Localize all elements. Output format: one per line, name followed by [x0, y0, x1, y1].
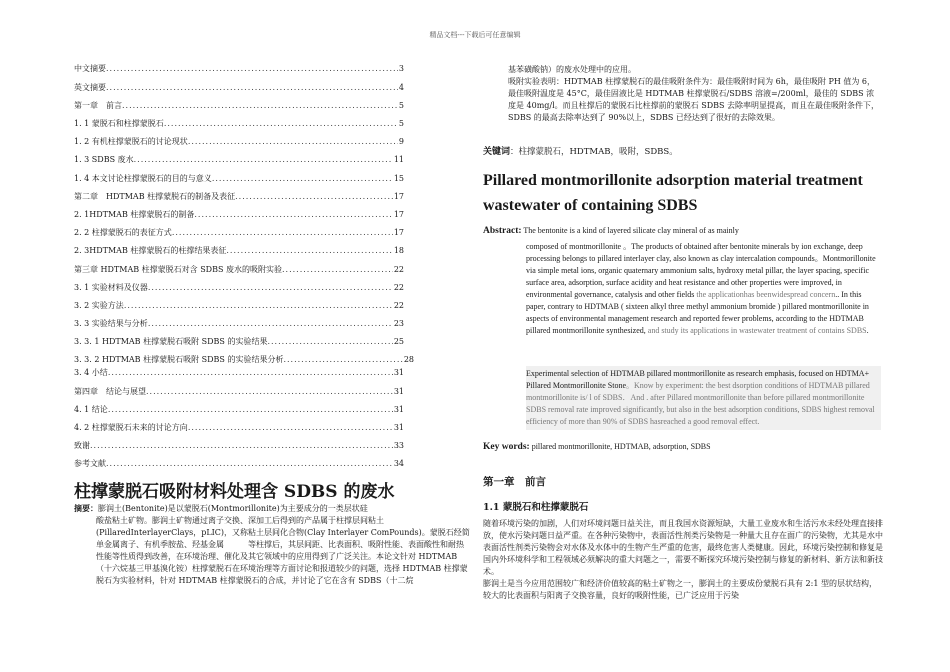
section-paragraph: 膨润土是当今应用范围较广和经济价值较高的粘土矿物之一，膨润土的主要成份蒙脱石具有 2:1 型的层状结构，较大的比表面积与阳离子交换容量，良好的吸附性能，已广泛应用于污染: [483, 579, 877, 600]
toc-entry-page: 22: [393, 283, 404, 292]
toc-leader: [90, 441, 393, 451]
toc-leader: [124, 301, 393, 311]
toc-entry[interactable]: [74, 192, 404, 202]
toc-leader: [108, 405, 393, 415]
toc-entry-page: 31: [393, 368, 404, 377]
toc-entry[interactable]: [74, 64, 404, 74]
toc-entry-page: 15: [393, 174, 404, 183]
toc-entry[interactable]: [74, 119, 404, 129]
toc-entry[interactable]: [74, 210, 404, 220]
toc-entry-page: 11: [393, 155, 404, 164]
toc-entry-title: 参考文献: [74, 459, 106, 468]
toc-entry-title: 3. 3. 2 HDTMAB 柱撑蒙脱石吸附 SDBS 的实验结果分析: [74, 355, 284, 364]
toc-leader: [282, 265, 393, 275]
chinese-keywords-label: 关键词: [483, 147, 511, 157]
toc-entry-page: 3: [398, 64, 404, 73]
toc-entry-page: 17: [393, 210, 404, 219]
toc-entry-page: 33: [393, 441, 404, 450]
toc-entry-title: 3. 2 实验方法: [74, 301, 124, 310]
english-abstract-gray-text: the applicationhas beenwidespread concern: [696, 290, 836, 299]
toc-entry-page: 28: [403, 355, 414, 364]
toc-entry[interactable]: [74, 319, 404, 329]
toc-entry[interactable]: [74, 387, 404, 397]
toc-entry[interactable]: [74, 405, 404, 415]
toc-leader: [106, 459, 393, 469]
chinese-title: 柱撑蒙脱石吸附材料处理含 SDBS 的废水: [74, 482, 395, 502]
toc-entry[interactable]: [74, 174, 404, 184]
toc-entry-page: 17: [393, 228, 404, 237]
toc-leader: [106, 83, 398, 93]
toc-entry-page: 17: [393, 192, 404, 201]
chinese-abstract-lead: 膨润土(Bentonite)是以蒙脱石(Montmorillonite)为主要成分的一类层状硅: [98, 504, 368, 513]
toc-entry[interactable]: [74, 228, 404, 238]
chinese-abstract-first-line: [74, 502, 470, 515]
chapter-1-heading: 第一章 前言: [483, 476, 546, 488]
toc-entry[interactable]: [74, 301, 404, 311]
toc-entry-title: 2. 3HDTMAB 柱撑蒙脱石的柱撑结果表征: [74, 246, 227, 255]
english-abstract-first-line: [483, 226, 739, 236]
toc-entry-page: 9: [398, 137, 404, 146]
toc-entry-page: 23: [393, 319, 404, 328]
toc-entry-page: 22: [393, 301, 404, 310]
header-note: 精品文档---下载后可任意编辑: [429, 31, 521, 39]
toc-entry-title: 第一章 前言: [74, 101, 122, 110]
english-abstract-highlight-box: [526, 366, 881, 430]
english-keywords-label: Key words:: [483, 442, 530, 452]
english-abstract-text: .: [866, 326, 869, 335]
toc-entry-page: 31: [393, 423, 404, 432]
toc-entry[interactable]: [74, 83, 404, 93]
toc-leader: [194, 210, 392, 220]
toc-entry-page: 4: [398, 83, 404, 92]
toc-entry[interactable]: [74, 137, 404, 147]
toc-entry-page: 5: [398, 101, 404, 110]
english-abstract-gray-text: and study its applications in wastewater treatment of contains SDBS: [647, 326, 867, 335]
english-title: Pillared montmorillonite adsorption material treatment wastewater of containing SDBS: [483, 172, 863, 214]
english-abstract-body: [526, 241, 881, 337]
toc-entry-page: 34: [393, 459, 404, 468]
toc-leader: [226, 246, 392, 256]
english-abstract-label: Abstract:: [483, 226, 522, 236]
toc-leader: [283, 355, 402, 365]
toc-entry-title: 3. 1 实验材料及仪器: [74, 283, 148, 292]
toc-entry-page: 18: [393, 246, 404, 255]
toc-leader: [172, 228, 393, 238]
highlight-text: Experimental selection of HDTMAB pillared montmorillonite as research emphasis, focused on HDTMA+ Pillared Montmorillonite Stone: [526, 369, 870, 390]
toc-entry-title: 1. 3 SDBS 废水: [74, 155, 134, 164]
toc-leader: [134, 155, 393, 165]
toc-entry-title: 致谢: [74, 441, 90, 450]
chinese-keywords-text: ：柱撑蒙脱石，HDTMAB，吸附，SDBS。: [510, 147, 678, 157]
section-1-1-body: [483, 518, 883, 602]
toc-leader: [146, 387, 393, 397]
toc-entry[interactable]: [74, 355, 414, 365]
toc-leader: [108, 368, 393, 378]
english-abstract-lead: The bentonite is a kind of layered silicate clay mineral of as mainly: [521, 226, 739, 235]
toc-entry[interactable]: [74, 101, 404, 111]
toc-entry-title: 2. 2 柱撑蒙脱石的表征方式: [74, 228, 172, 237]
toc-entry-page: 5: [398, 119, 404, 128]
toc-leader: [235, 192, 393, 202]
toc-entry-title: 1. 4 本文讨论柱撑蒙脱石的目的与意义: [74, 174, 212, 183]
toc-entry-title: 第三章 HDTMAB 柱撑蒙脱石对含 SDBS 废水的吸附实验: [74, 265, 282, 274]
toc-leader: [148, 319, 393, 329]
english-abstract-text: composed of montmorillonite 。The products of obtained after bentonite minerals by ion exchange, deep processing belongs to pillared interlayer clay, also known as clay intercalation compounds。Montmorillonite via simple metal ions, organic quaternary ammonium salts, hydroxy metal pillar, the layer spacing, specific surface area, adsorption, surface acidity and heat resistance and other properties were improved, in environmental governance, catalysis and other fields: [526, 242, 876, 299]
toc-entry[interactable]: [74, 423, 404, 433]
chinese-keywords: [483, 144, 678, 157]
toc-entry[interactable]: [74, 337, 404, 347]
toc-leader: [267, 337, 392, 347]
toc-leader: [106, 64, 398, 74]
english-keywords-text: pillared montmorillonite, HDTMAB, adsorption, SDBS: [529, 442, 711, 451]
toc-entry[interactable]: [74, 368, 404, 378]
section-paragraph: 随着环境污染的加剧，人们对环境问题日益关注，而且我国水资源短缺，大量工业废水和生活污水未经处理直接排放，使水污染问题日益严重。在各种污染物中，表面活性剂类污染物是一种量大且存在面广的污染物，尤其是水中表面活性剂类污染物会对水体及水体中的生物产生严重的危害，最终危害人类健康。因此，环境污染控制和修复是国内外环境科学和工程领域必须解决的重大问题之一，需要不断探究环境污染控制与修复的新材料、新方法和新技术。: [483, 519, 883, 576]
toc-entry-page: 22: [393, 265, 404, 274]
chinese-abstract-continued: 基苯磺酸钠）的废水处理中的应用。: [508, 65, 636, 74]
toc-entry-title: 1. 1 蒙脱石和柱撑蒙脱石: [74, 119, 164, 128]
toc-entry-title: 2. 1HDTMAB 柱撑蒙脱石的制备: [74, 210, 195, 219]
toc-entry[interactable]: [74, 246, 404, 256]
toc-leader: [188, 423, 393, 433]
toc-entry-title: 1. 2 有机柱撑蒙脱石的讨论现状: [74, 137, 188, 146]
toc-entry-title: 3. 4 小结: [74, 368, 108, 377]
toc-entry-title: 4. 2 柱撑蒙脱石未来的讨论方向: [74, 423, 188, 432]
chinese-abstract-body: 酸盐粘土矿物。膨润土矿物通过离子交换、深加工后得到的产品属于柱撑层间粘土(PillaredInterlayerClays，pLIC)，又称粘土层间化合物(Clay Interlayer ComPounds)。蒙脱石经简单金属离子、有机季胺盐、羟基金属 等柱撑后，其层间距、比表面积、吸附性能、表面酸性和耐热性能等性质得到改善，在环境治理、催化及其它领域中的应用得到了广泛关注。本论文针对 HDTMAB（十六烷基三甲基溴化铵）柱撑蒙脱石在环境治理等方面讨论和报道较少的问题，选择 HDTMAB 柱撑蒙脱石为实验材料，针对 HDTMAB 柱撑蒙脱石的合成，并讨论了它在含有 SDBS（十二烷: [96, 516, 470, 585]
english-abstract-text: .. In this paper, contrary to HDTMAB ( sixteen alkyl three methyl ammonium bromide ) pillared montmorillonite in aspects of environmental management research and reported fewer problems, according to the HDTMAB pillared montmorillonite synthesized,: [526, 290, 869, 335]
toc-leader: [188, 137, 398, 147]
chinese-abstract-label: 摘要：: [74, 503, 98, 513]
toc-leader: [212, 174, 393, 184]
toc-entry-title: 中文摘要: [74, 64, 106, 73]
toc-entry[interactable]: [74, 441, 404, 451]
adsorption-results-paragraph: 吸附实验表明：HDTMAB 柱撑蒙脱石的最佳吸附条件为：最佳吸附时间为 6h，最佳吸附 PH 值为 6，最佳吸附温度是 45°C，最佳固液比是 HDTMAB 柱撑蒙脱石/SDBS 溶液=/200ml，最佳的 SDBS 浓度是 40mg/l。而且柱撑后的蒙脱石比柱撑前的蒙脱石 SDBS 去除率明显提高，而且在最佳吸附条件下，SDBS 的最高去除率达到了 90%以上，SDBS 已经达到了很好的去除效果。: [508, 77, 880, 122]
toc-leader: [164, 119, 398, 129]
toc-entry[interactable]: [74, 265, 404, 275]
toc-leader: [122, 101, 398, 111]
toc-entry-title: 4. 1 结论: [74, 405, 108, 414]
toc-entry[interactable]: [74, 283, 404, 293]
toc-entry-title: 3. 3 实验结果与分析: [74, 319, 148, 328]
section-1-1-heading: 1.1 蒙脱石和柱撑蒙脱石: [483, 502, 589, 513]
highlight-gray-text: 。Know by experiment: the best dsorption conditions of HDTMAB pillared montmorillonite is/ l of SDBS．And . after Pillared montmorillonite than before pillared montmorillonite SDBS removal rate improved significantly, but also in the best adsorption conditions, SDBS highest removal efficiency of more than 90% of SDBS hasreached a good removal effect.: [526, 381, 875, 426]
toc-entry-title: 英文摘要: [74, 83, 106, 92]
english-keywords: [483, 442, 711, 452]
toc-entry-page: 31: [393, 387, 404, 396]
toc-entry[interactable]: [74, 459, 404, 469]
toc-entry-page: 25: [393, 337, 404, 346]
toc-entry-title: 3. 3. 1 HDTMAB 柱撑蒙脱石吸附 SDBS 的实验结果: [74, 337, 268, 346]
toc-leader: [148, 283, 393, 293]
chinese-abstract: [74, 502, 470, 587]
toc-entry[interactable]: [74, 155, 404, 165]
toc-entry-page: 31: [393, 405, 404, 414]
toc-entry-title: 第二章 HDTMAB 柱撑蒙脱石的制备及表征: [74, 192, 236, 201]
toc-entry-title: 第四章 结论与展望: [74, 387, 146, 396]
